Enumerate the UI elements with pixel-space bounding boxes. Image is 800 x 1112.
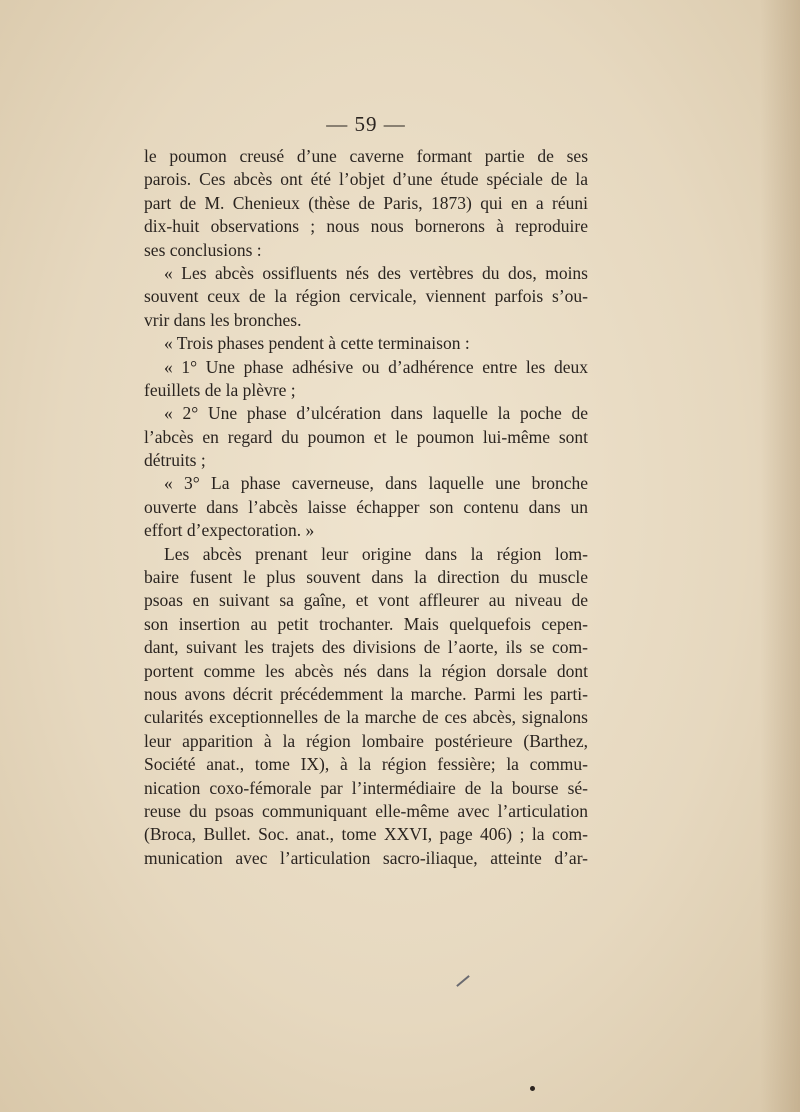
document-page	[144, 112, 588, 870]
text-line: munication avec l’articulation sacro-iliaque, atteinte d’ar-	[144, 847, 588, 868]
ink-dot	[530, 1086, 535, 1091]
text-line: Société anat., tome IX), à la région fessière; la commu-	[144, 754, 588, 775]
text-line: portent comme les abcès nés dans la région dorsale dont	[144, 660, 588, 681]
text-line: son insertion au petit trochanter. Mais quelquefois cepen-	[144, 613, 588, 634]
text-line: ses conclusions :	[144, 239, 262, 260]
text-line: « 1° Une phase adhésive ou d’adhérence entre les deux	[164, 356, 588, 377]
text-line: reuse du psoas communiquant elle-même avec l’articulation	[144, 800, 588, 821]
text-line: « Trois phases pendent à cette terminaison :	[164, 333, 470, 354]
body-text	[144, 145, 588, 870]
text-line: l’abcès en regard du poumon et le poumon lui-même sont	[144, 426, 588, 447]
text-line: parois. Ces abcès ont été l’objet d’une étude spéciale de la	[144, 169, 588, 190]
text-line: (Broca, Bullet. Soc. anat., tome XXVI, page 406) ; la com-	[144, 824, 588, 845]
text-line: dant, suivant les trajets des divisions de l’aorte, ils se com-	[144, 637, 588, 658]
text-line: part de M. Chenieux (thèse de Paris, 1873) qui en a réuni	[144, 192, 588, 213]
text-line: dix-huit observations ; nous nous bornerons à reproduire	[144, 216, 588, 237]
page-number: — 59 —	[326, 112, 406, 136]
text-line: le poumon creusé d’une caverne formant partie de ses	[144, 146, 588, 166]
text-line: effort d’expectoration. »	[144, 520, 315, 541]
text-line: psoas en suivant sa gaîne, et vont affleurer au niveau de	[144, 590, 588, 611]
text-line: feuillets de la plèvre ;	[144, 379, 296, 400]
text-line: vrir dans les bronches.	[144, 309, 302, 330]
text-line: « 2° Une phase d’ulcération dans laquelle la poche de	[164, 403, 588, 424]
text-line: nication coxo-fémorale par l’intermédiaire de la bourse sé-	[144, 777, 588, 798]
text-line: « 3° La phase caverneuse, dans laquelle une bronche	[164, 473, 588, 494]
text-line: « Les abcès ossifluents nés des vertèbres du dos, moins	[164, 262, 588, 283]
text-line: souvent ceux de la région cervicale, viennent parfois s’ou-	[144, 286, 588, 307]
text-line: Les abcès prenant leur origine dans la région lom-	[164, 543, 588, 564]
text-line: leur apparition à la région lombaire postérieure (Barthez,	[144, 730, 588, 751]
text-line: ouverte dans l’abcès laisse échapper son contenu dans un	[144, 496, 588, 517]
text-line: baire fusent le plus souvent dans la direction du muscle	[144, 567, 588, 588]
page-edge-shadow	[760, 0, 800, 1112]
text-line: détruits ;	[144, 450, 206, 471]
text-line: cularités exceptionnelles de la marche de ces abcès, signalons	[144, 707, 588, 728]
stray-pencil-mark	[456, 975, 470, 987]
text-line: nous avons décrit précédemment la marche. Parmi les parti-	[144, 683, 588, 704]
